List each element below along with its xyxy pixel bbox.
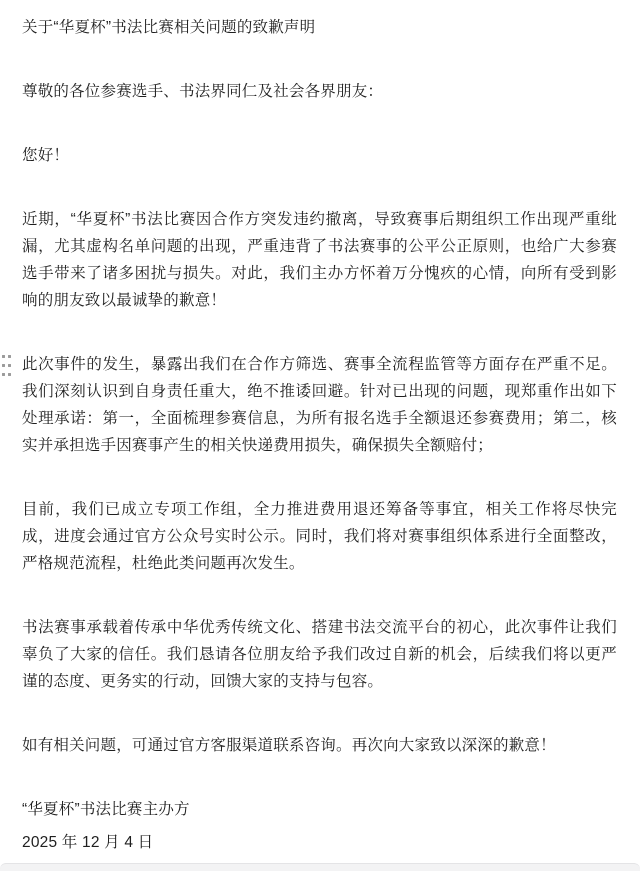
handle-dot — [8, 364, 11, 367]
document-title: 关于“华夏杯”书法比赛相关问题的致歉声明 — [22, 19, 316, 36]
paragraph-drag-handle-icon[interactable] — [2, 355, 11, 376]
handle-dot — [2, 373, 5, 376]
salutation-line: 尊敬的各位参赛选手、书法界同仁及社会各界朋友： — [22, 83, 384, 100]
paragraph-workgroup: 目前，我们已成立专项工作组，全力推进费用退还筹备等事宜，相关工作将尽快完成，进度会通过官方公众号实时公示。同时，我们将对赛事组织体系进行全面整改，严格规范流程，杜绝此类问题再次发生。 — [22, 501, 617, 572]
paragraph-contact: 如有相关问题，可通过官方客服渠道联系咨询。再次向大家致以深深的歉意！ — [22, 737, 556, 754]
paragraph-incident: 近期，“华夏杯”书法比赛因合作方突发违约撤离，导致赛事后期组织工作出现严重纰漏，尤其虚构名单问题的出现，严重违背了书法赛事的公平公正原则，也给广大参赛选手带来了诸多困扰与损失。对此，我们主办方怀着万分愧疚的心情，向所有受到影响的朋友致以最诚挚的歉意！ — [22, 211, 617, 309]
handle-dot — [8, 373, 11, 376]
handle-dot — [2, 355, 5, 358]
signature-line: “华夏杯”书法比赛主办方 — [22, 801, 190, 818]
bottom-sheet-edge — [0, 863, 640, 871]
paragraph-trust: 书法赛事承载着传承中华优秀传统文化、搭建书法交流平台的初心，此次事件让我们辜负了大家的信任。我们恳请各位朋友给予我们改过自新的机会，后续我们将以更严谨的态度、更务实的行动，回馈大家的支持与包容。 — [22, 619, 617, 690]
greeting-line: 您好！ — [22, 147, 70, 164]
paragraph-commitments: 此次事件的发生，暴露出我们在合作方筛选、赛事全流程监管等方面存在严重不足。我们深刻认识到自身责任重大，绝不推诿回避。针对已出现的问题，现郑重作出如下处理承诺：第一，全面梳理参赛信息，为所有报名选手全额退还参赛费用；第二，核实并承担选手因赛事产生的相关快递费用损失，确保损失全额赔付； — [22, 356, 617, 454]
date-line: 2025 年 12 月 4 日 — [22, 834, 154, 851]
apology-document — [22, 14, 617, 856]
handle-dot — [8, 355, 11, 358]
handle-dot — [2, 364, 5, 367]
